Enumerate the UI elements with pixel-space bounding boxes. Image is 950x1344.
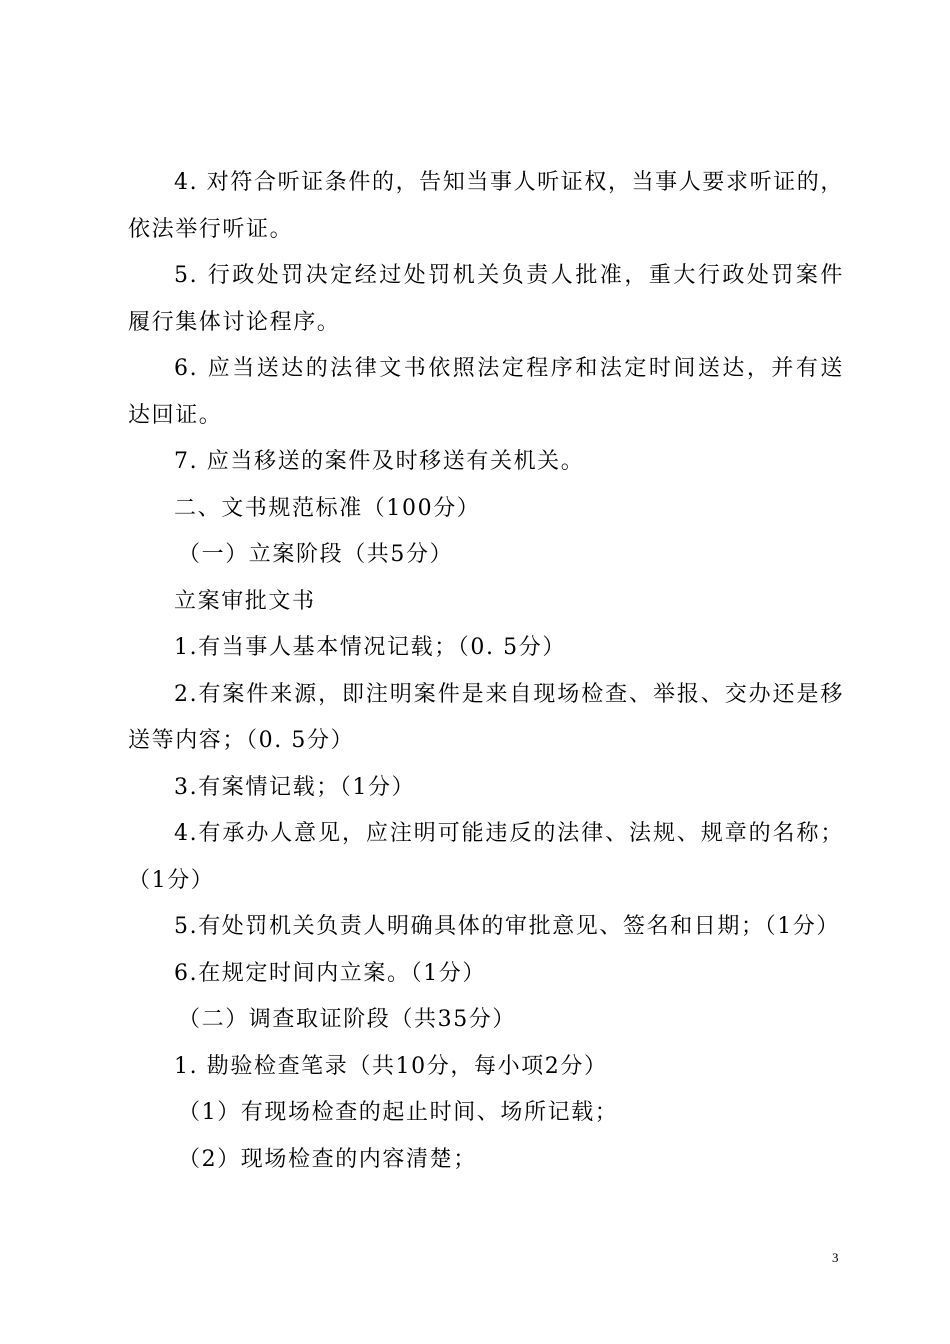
text-line: （二）调查取证阶段（共35分）	[178, 1007, 516, 1032]
text-line: （1）有现场检查的起止时间、场所记载；	[178, 1100, 619, 1125]
text-line: 7. 应当移送的案件及时移送有关机关。	[174, 449, 585, 474]
document-body	[128, 160, 844, 1183]
text-line: （一）立案阶段（共5分）	[178, 542, 454, 567]
text-line: 6. 应当送达的法律文书依照法定程序和法定时间送达，并有送	[174, 356, 844, 381]
text-line: 5. 行政处罚决定经过处罚机关负责人批准，重大行政处罚案件	[174, 263, 844, 288]
text-line: 立案审批文书	[174, 588, 316, 614]
text-line: 送等内容；（0. 5分）	[128, 728, 355, 753]
text-line: 依法举行听证。	[128, 216, 294, 242]
text-line: 4.有承办人意见，应注明可能违反的法律、法规、规章的名称；	[174, 821, 844, 846]
text-line: （2）现场检查的内容清楚；	[178, 1146, 477, 1172]
page-number: 3	[832, 1250, 839, 1265]
text-line: 二、文书规范标准（100分）	[174, 495, 481, 521]
text-line: 6.在规定时间内立案。（1分）	[174, 960, 486, 986]
text-line: 5.有处罚机关负责人明确具体的审批意见、签名和日期；（1分）	[174, 914, 840, 939]
text-line: （1分）	[128, 867, 215, 893]
text-line: 3.有案情记载；（1分）	[174, 774, 416, 800]
text-line: 2.有案件来源，即注明案件是来自现场检查、举报、交办还是移	[174, 681, 844, 707]
text-line: 达回证。	[128, 402, 223, 428]
text-line: 1.有当事人基本情况记载；（0. 5分）	[174, 635, 566, 660]
text-line: 履行集体讨论程序。	[128, 309, 341, 335]
text-line: 1. 勘验检查笔录（共10分，每小项2分）	[174, 1053, 608, 1079]
text-line: 4. 对符合听证条件的，告知当事人听证权，当事人要求听证的，	[174, 170, 844, 195]
